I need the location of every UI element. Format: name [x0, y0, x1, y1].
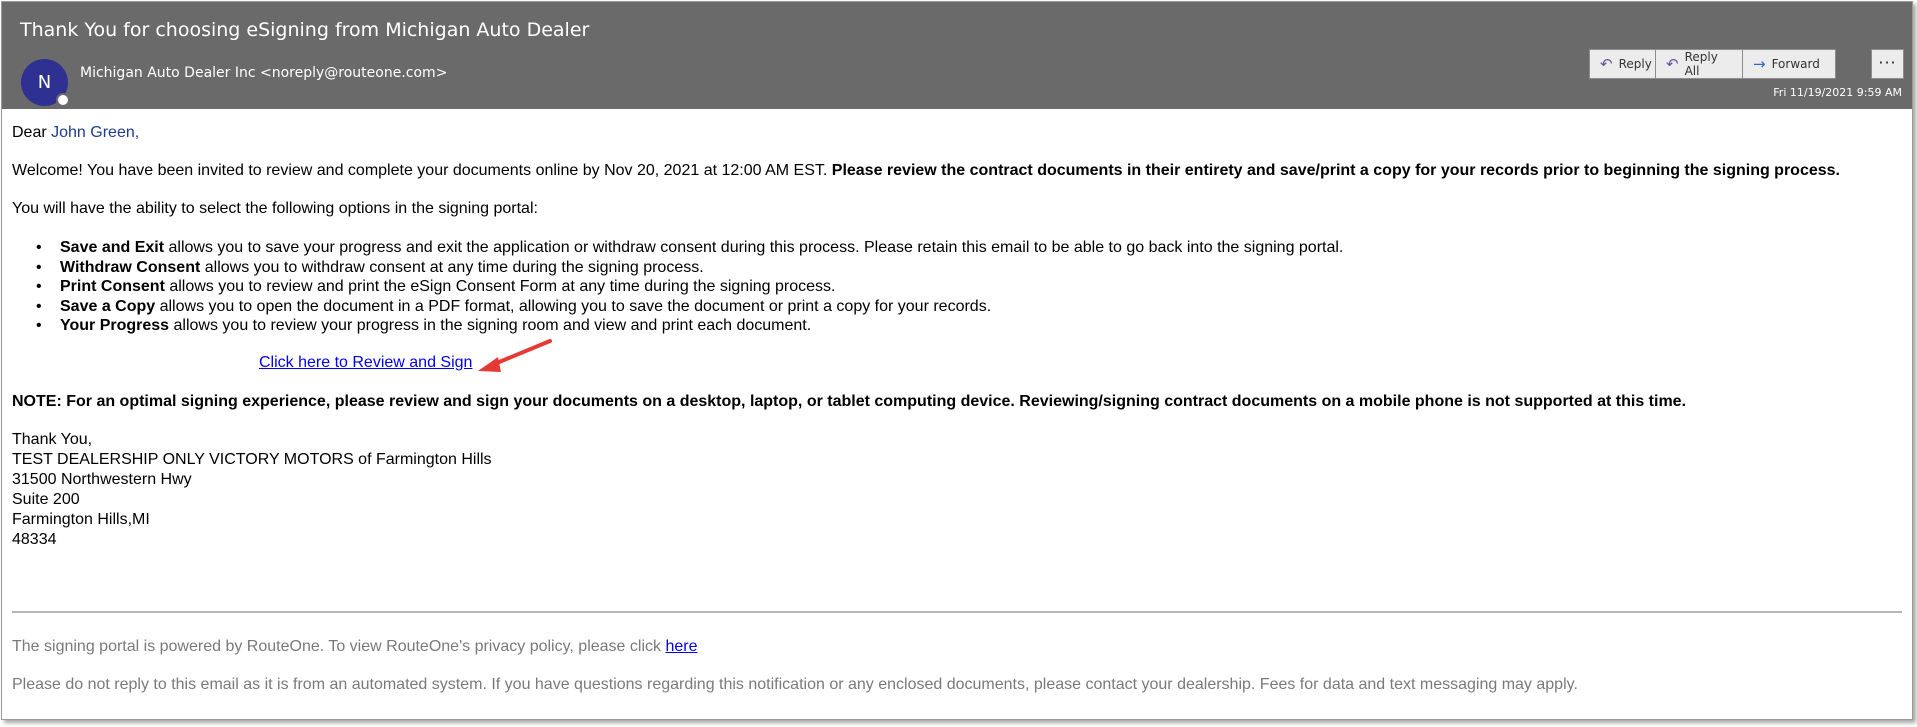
- reply-all-button[interactable]: [1655, 49, 1743, 79]
- option-desc: allows you to save your progress and exit the application or withdraw consent during this process. Please retain this email to be able to go back into the signing portal.: [164, 239, 1344, 256]
- list-item: [12, 238, 1343, 258]
- recipient-name[interactable]: John Green,: [51, 124, 140, 141]
- received-date: Fri 11/19/2021 9:59 AM: [1773, 86, 1902, 99]
- greeting: [12, 124, 139, 142]
- forward-icon: →: [1753, 54, 1766, 73]
- option-term: Print Consent: [60, 278, 165, 295]
- note-text: NOTE: For an optimal signing experience, please review and sign your documents on a desktop, laptop, or tablet computing device. Reviewing/signing contract documents on a mobile phone is not supported at this time.: [12, 393, 1687, 410]
- email-window: [1, 1, 1913, 720]
- note-paragraph: [12, 393, 1686, 411]
- option-desc: allows you to open the document in a PDF format, allowing you to save the document or print a copy for your records.: [155, 297, 992, 315]
- signature-line: Farmington Hills,MI: [12, 511, 150, 528]
- list-item: [12, 277, 1343, 297]
- reply-label: Reply: [1618, 57, 1652, 71]
- signature-line: 48334: [12, 531, 57, 548]
- sender-address[interactable]: Michigan Auto Dealer Inc <noreply@routeone.com>: [80, 65, 448, 81]
- forward-button[interactable]: [1742, 49, 1836, 79]
- signature-block: [12, 430, 492, 550]
- disclaimer: Please do not reply to this email as it is from an automated system. If you have questions regarding this notification or any enclosed documents, please contact your dealership. Fees for data and text messaging may apply.: [12, 676, 1578, 693]
- message-actions: [1589, 49, 1835, 79]
- reply-icon: ↶: [1600, 54, 1613, 73]
- signature-line: Thank You,: [12, 431, 93, 448]
- option-desc: allows you to review and print the eSign Consent Form at any time during the signing process.: [164, 278, 836, 295]
- option-desc: allows you to withdraw consent at any time during the signing process.: [200, 258, 704, 276]
- email-subject: Thank You for choosing eSigning from Michigan Auto Dealer: [20, 19, 590, 41]
- option-desc: allows you to review your progress in the signing room and view and print each document.: [169, 317, 812, 334]
- email-header: [2, 2, 1912, 109]
- welcome-bold-text: Please review the contract documents in their entirety and save/print a copy for your records prior to beginning the signing process.: [831, 162, 1840, 179]
- review-sign-row: [259, 354, 472, 372]
- option-term: Save and Exit: [60, 239, 165, 256]
- reply-button[interactable]: [1589, 49, 1656, 79]
- divider: [12, 611, 1902, 613]
- option-term: Your Progress: [60, 317, 170, 334]
- review-and-sign-link[interactable]: Click here to Review and Sign: [259, 354, 473, 371]
- welcome-paragraph: [12, 162, 1840, 180]
- privacy-policy-link[interactable]: here: [665, 638, 698, 655]
- welcome-text: Welcome! You have been invited to review and complete your documents online by Nov 20, 2021 at 12:00 AM EST.: [12, 162, 832, 179]
- options-list: [12, 238, 1343, 336]
- options-intro: You will have the ability to select the following options in the signing portal:: [12, 200, 538, 217]
- reply-all-icon: ↶: [1666, 54, 1679, 73]
- list-item: [12, 258, 1343, 278]
- signature-line: TEST DEALERSHIP ONLY VICTORY MOTORS of Farmington Hills: [12, 451, 492, 468]
- list-item: [12, 297, 1343, 317]
- option-term: Withdraw Consent: [60, 258, 201, 276]
- list-item: [12, 316, 1343, 336]
- signature-line: 31500 Northwestern Hwy: [12, 471, 192, 488]
- footer-text: The signing portal is powered by RouteOne. To view RouteOne's privacy policy, please click: [12, 638, 666, 655]
- option-term: Save a Copy: [60, 297, 156, 315]
- more-actions-button[interactable]: ···: [1871, 49, 1904, 79]
- forward-label: Forward: [1771, 57, 1820, 71]
- presence-status-icon: [56, 93, 70, 107]
- avatar[interactable]: N: [21, 59, 68, 106]
- reply-all-label: Reply All: [1684, 50, 1718, 78]
- footer-paragraph: [12, 638, 697, 656]
- signature-line: Suite 200: [12, 491, 80, 508]
- greeting-prefix: Dear: [12, 124, 52, 141]
- annotation-arrow-icon: [476, 338, 554, 374]
